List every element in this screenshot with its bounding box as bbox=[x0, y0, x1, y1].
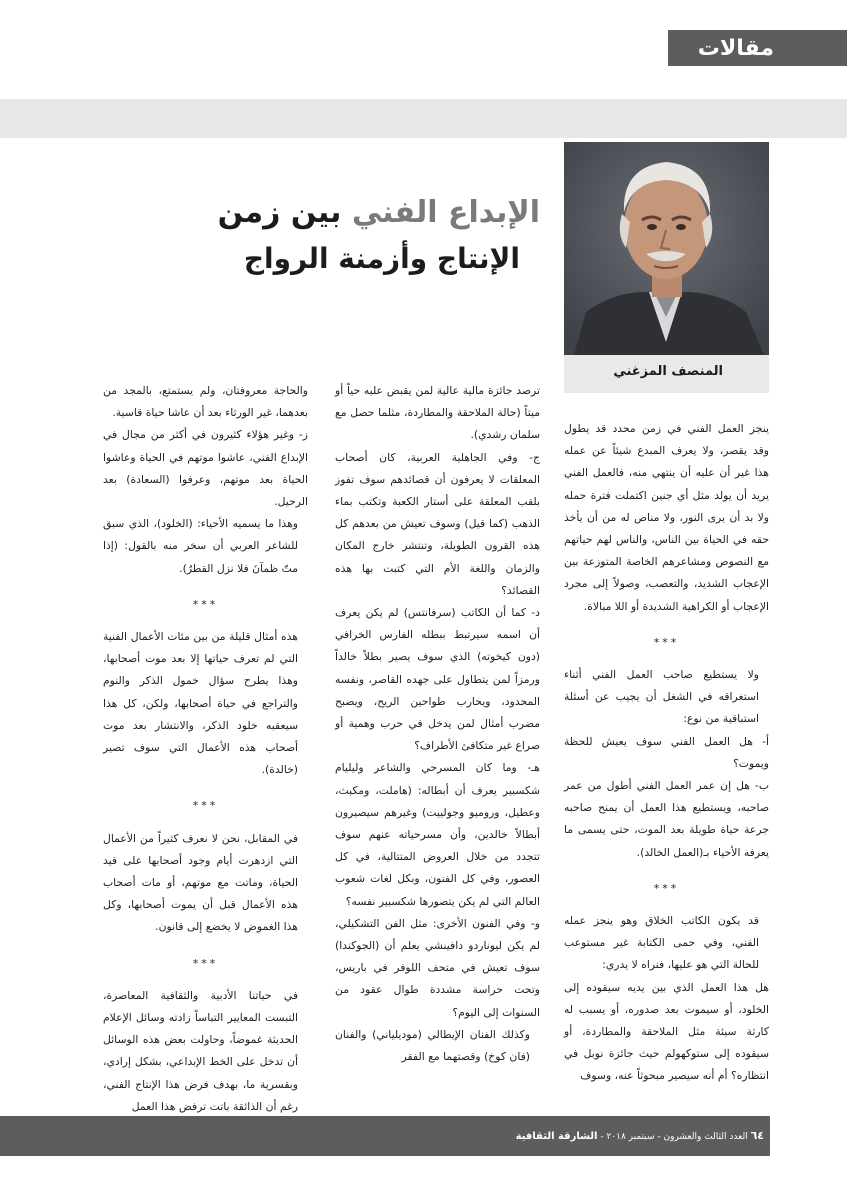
paragraph: وكذلك الفنان الإيطالي (موديلياني) والفنان (فان كوخ) وقصتهما مع الفقر bbox=[335, 1027, 530, 1064]
paragraph: في المقابل، نحن لا نعرف كثيراً من الأعمال التي ازدهرت أيام وجود أصحابها على قيد الحياة، وماتت مع موتهم، أو مات أصحاب هذه الأعمال قبل أن يموت أصحابها، وكل هذا الغموض لا يخضع إلى قانون. bbox=[103, 831, 298, 934]
section-tag: مقالات bbox=[697, 36, 774, 61]
paragraph: هل هذا العمل الذي بين يديه سيقوده إلى الخلود، أو سيموت بعد صدوره، أو يسبب له كارثة سيئة مثل الملاحقة والمطاردة، أو سيقوده إلى ستوكهولم حيث جائزة نوبل في انتظاره؟ أم أنه سيصير مبحوثاً عنه، وسوف bbox=[564, 980, 769, 1083]
paragraph: في حياتنا الأدبية والثقافية المعاصرة، التبست المعايير التباساً زادته وسائل الإعلام الحديثة غموضاً، وحاولت بعض هذه الوسائل أن تدخل على الخط الإبداعي، بشكل إرادي، وبقسرية ما، بهدف فرض هذا الإنتاج الفني، رغم أن الذائقة باتت ترفض هذا العمل bbox=[103, 988, 298, 1113]
paragraph: ترصد جائزة مالية عالية لمن يقبض عليه حياً أو ميتاً (حالة الملاحقة والمطاردة، مثلما حصل مع سلمان رشدي). bbox=[335, 384, 540, 442]
section-separator: *** bbox=[653, 881, 680, 895]
article-column-left bbox=[103, 380, 308, 1118]
author-portrait-image bbox=[564, 142, 769, 355]
paragraph: قد يكون الكاتب الخلاق وهو ينجز عمله الفني، وفي حمى الكتابة غير مستوعب للحالة التي هو عليها، فنراه لا يدري: bbox=[564, 914, 759, 972]
paragraph: والحاجة معروفتان، ولم يستمتع، بالمجد من بعدهما، غير الورثاء بعد أن عاشا حياة قاسية. bbox=[103, 384, 308, 420]
magazine-name: الشارقة الثقافية bbox=[515, 1131, 598, 1142]
list-item: أ- هل العمل الفني سوف يعيش للحظة ويموت؟ bbox=[564, 734, 769, 770]
article-column-middle bbox=[335, 380, 540, 1068]
page-number: ٦٤ bbox=[750, 1129, 764, 1142]
article-column-right bbox=[564, 418, 769, 1088]
section-separator: *** bbox=[192, 799, 219, 813]
article-headline bbox=[80, 190, 540, 282]
header-band bbox=[0, 99, 847, 138]
list-item: هـ- وما كان المسرحي والشاعر وليليام شكسبير يعرف أن أبطاله: (هاملت، ومكبث، وعطيل، وروميو وجولييت) وغيرهم سيصيرون أبطالاً خالدين، وأن مسرحياته عنهم سوف تتجدد من خلال العروض المتتالية، في كل العصور، وفي كل الفنون، وبكل لغات شعوب العالم التي لم يكن يتصورها شكسبير نفسه؟ bbox=[335, 761, 540, 908]
issue-info: العدد الثالث والعشرون - سبتمبر ٢٠١٨ - bbox=[600, 1132, 748, 1142]
headline-line-2: الإنتاج وأزمنة الرواج bbox=[243, 242, 520, 275]
list-item: د- كما أن الكاتب (سرفانتس) لم يكن يعرف أن اسمه سيرتبط ببطله الفارس الخرافي (دون كيخوته) الذي سوف يصير بطلاً خالداً ورمزاً لمن يتطاول على جهده القاصر، ونفسه المحدود، ويحارب طواحين الريح، ويصبح مضرب أمثال لمن يدخل في حرب وهمية أو صراع غير متكافئ الأطراف؟ bbox=[335, 606, 540, 753]
author-caption-box bbox=[564, 355, 769, 393]
headline-part2: بين زمن bbox=[217, 195, 352, 230]
section-separator: *** bbox=[192, 956, 219, 970]
list-item: ب- هل إن عمر العمل الفني أطول من عمر صاحبه، ويستطيع هذا العمل أن يمنح صاحبه جرعة حياة طويلة بعد الموت، حتى يسمى ما يعرفه الأحياء بـ(العمل الخالد). bbox=[564, 779, 769, 859]
paragraph: هذه أمثال قليلة من بين مئات الأعمال الفنية التي لم تعرف حياتها إلا بعد موت أصحابها، وهذا يطرح سؤال خمول الذكر والنوم والتراجع في حياة أصحابها، ولكن، كل هذا سيعقبه خلود الذكر، والانتشار بعد موت أصحاب هذه الأعمال التي سوف تصير (خالدة). bbox=[103, 630, 298, 777]
paragraph: ينجز العمل الفني في زمن محدد قد يطول وقد يقصر، ولا يعرف المبدع شيئاً عن عمله هذا غير أن عليه أن ينتهي منه، فالعمل الفني يريد أن يولد مثل أي جنين اكتملت فترة حمله ولا بد أن يرى النور، ولا مناص له من أن يأخذ حقه في الحياة بين الناس، والناس لهم حياتهم مع النصوص ومشاعرهم الخاصة المتوزعة بين الإعجاب الشديد، والتعصب، وصولاً إلى مجرد الإعجاب أو الكراهية الشديدة أو اللا مبالاة. bbox=[564, 422, 769, 613]
list-item: و- وفي الفنون الأخرى: مثل الفن التشكيلي، لم يكن ليوناردو دافينشي يعلم أن (الجوكندا) سوف تعيش في متحف اللوفر في باريس، وتحت حراسة مشددة طوال عقود من السنوات إلى اليوم؟ bbox=[335, 916, 540, 1019]
section-separator: *** bbox=[653, 635, 680, 649]
headline-line-1 bbox=[80, 190, 540, 236]
headline-accent: الإبداع الفني bbox=[351, 195, 540, 230]
paragraph: ولا يستطيع صاحب العمل الفني أثناء استغراقه في الشغل أن يجيب عن أسئلة استباقية من نوع: bbox=[564, 668, 759, 726]
author-photo bbox=[564, 142, 769, 355]
author-name: المنصف المزغني bbox=[613, 364, 723, 379]
footer-info bbox=[474, 1127, 764, 1145]
list-item: ز- وغير هؤلاء كثيرون في أكثر من مجال في الإبداع الفني، عاشوا موتهم في الحياة وعاشوا الحياة بعد موتهم، وعرفوا (السعادة) بعد الرحيل. bbox=[103, 428, 308, 509]
paragraph: وهذا ما يسميه الأحياء: (الخلود)، الذي سبق للشاعر العربي أن سخر منه بالقول: (إذا متّ ظمآنَ فلا نزل القطرُ). bbox=[103, 517, 298, 575]
list-item: ج- وفي الجاهلية العربية، كان أصحاب المعلقات لا يعرفون أن قصائدهم سوف تفوز بلقب المعلقة على أستار الكعبة وتكتب بماء الذهب (كما قيل) وسوف تعيش من بعدهم كل هذه القرون الطويلة، وتنتشر خارج المكان والزمان واللغة الأم التي كتبت بها هذه القصائد؟ bbox=[335, 450, 540, 597]
section-separator: *** bbox=[192, 597, 219, 611]
